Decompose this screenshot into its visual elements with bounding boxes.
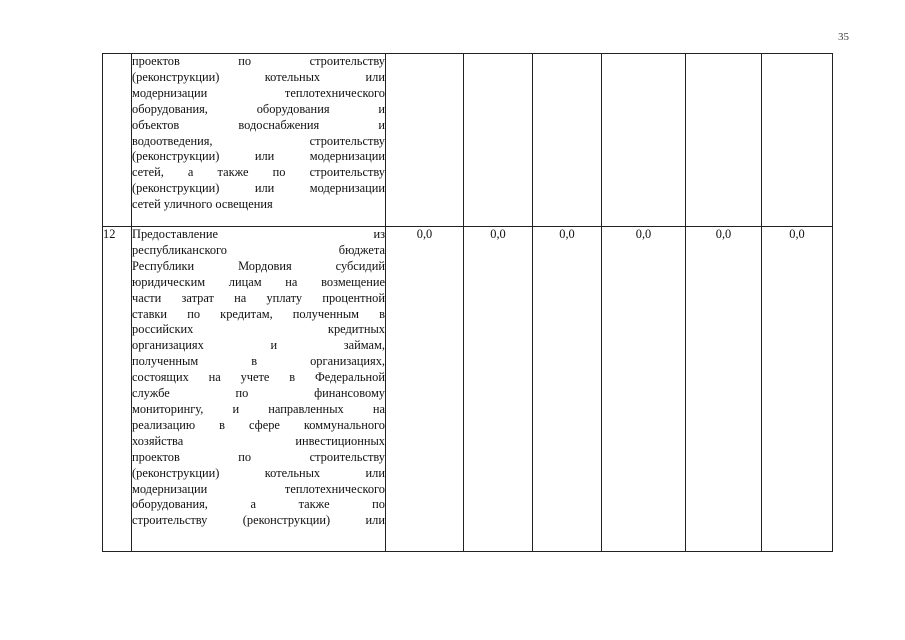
description-line: российских кредитных (132, 322, 385, 337)
description-line: сетей, а также по строительству (132, 165, 385, 180)
description-cell (132, 227, 386, 552)
description-line: организациях и займам, (132, 338, 385, 353)
description-line: мониторингу, и направленных на (132, 401, 385, 416)
value-cell (386, 54, 464, 227)
table-row (103, 54, 833, 227)
value-cell: 0,0 (386, 227, 464, 552)
description-line: сетей уличного освещения (132, 197, 273, 212)
description-line: проектов по строительству (132, 449, 385, 464)
row-number-cell: 12 (103, 227, 132, 552)
description-line: оборудования, а также по (132, 497, 385, 512)
value-cell (762, 54, 833, 227)
description-line: состоящих на учете в Федеральной (132, 370, 385, 385)
description-line: юридическим лицам на возмещение (132, 274, 385, 289)
description-line: (реконструкции) или модернизации (132, 181, 385, 196)
description-line: реализацию в сфере коммунального (132, 417, 385, 432)
document-table (102, 53, 833, 552)
description-line: Предоставление из (132, 227, 385, 241)
description-line: республиканского бюджета (132, 242, 385, 257)
page-number: 35 (838, 31, 849, 43)
value-cell: 0,0 (686, 227, 762, 552)
description-line: модернизации теплотехнического (132, 481, 385, 496)
description-cell (132, 54, 386, 227)
value-cell: 0,0 (533, 227, 602, 552)
value-cell (686, 54, 762, 227)
description-line: проектов по строительству (132, 54, 385, 68)
description-line: (реконструкции) котельных или (132, 465, 385, 480)
description-line: (реконструкции) или модернизации (132, 149, 385, 164)
description-line: Республики Мордовия субсидий (132, 258, 385, 273)
description-line: водоотведения, строительству (132, 133, 385, 148)
value-cell (533, 54, 602, 227)
description-line: строительству (реконструкции) или (132, 513, 385, 528)
value-cell (602, 54, 686, 227)
description-line: модернизации теплотехнического (132, 85, 385, 100)
description-line: службе по финансовому (132, 386, 385, 401)
description-line: объектов водоснабжения и (132, 117, 385, 132)
description-line: ставки по кредитам, полученным в (132, 306, 385, 321)
value-cell: 0,0 (602, 227, 686, 552)
value-cell: 0,0 (464, 227, 533, 552)
description-line: хозяйства инвестиционных (132, 433, 385, 448)
row-number-cell (103, 54, 132, 227)
table-row (103, 227, 833, 552)
value-cell (464, 54, 533, 227)
description-line: оборудования, оборудования и (132, 101, 385, 116)
value-cell: 0,0 (762, 227, 833, 552)
description-line: полученным в организациях, (132, 354, 385, 369)
description-line: (реконструкции) котельных или (132, 69, 385, 84)
description-line: части затрат на уплату процентной (132, 290, 385, 305)
